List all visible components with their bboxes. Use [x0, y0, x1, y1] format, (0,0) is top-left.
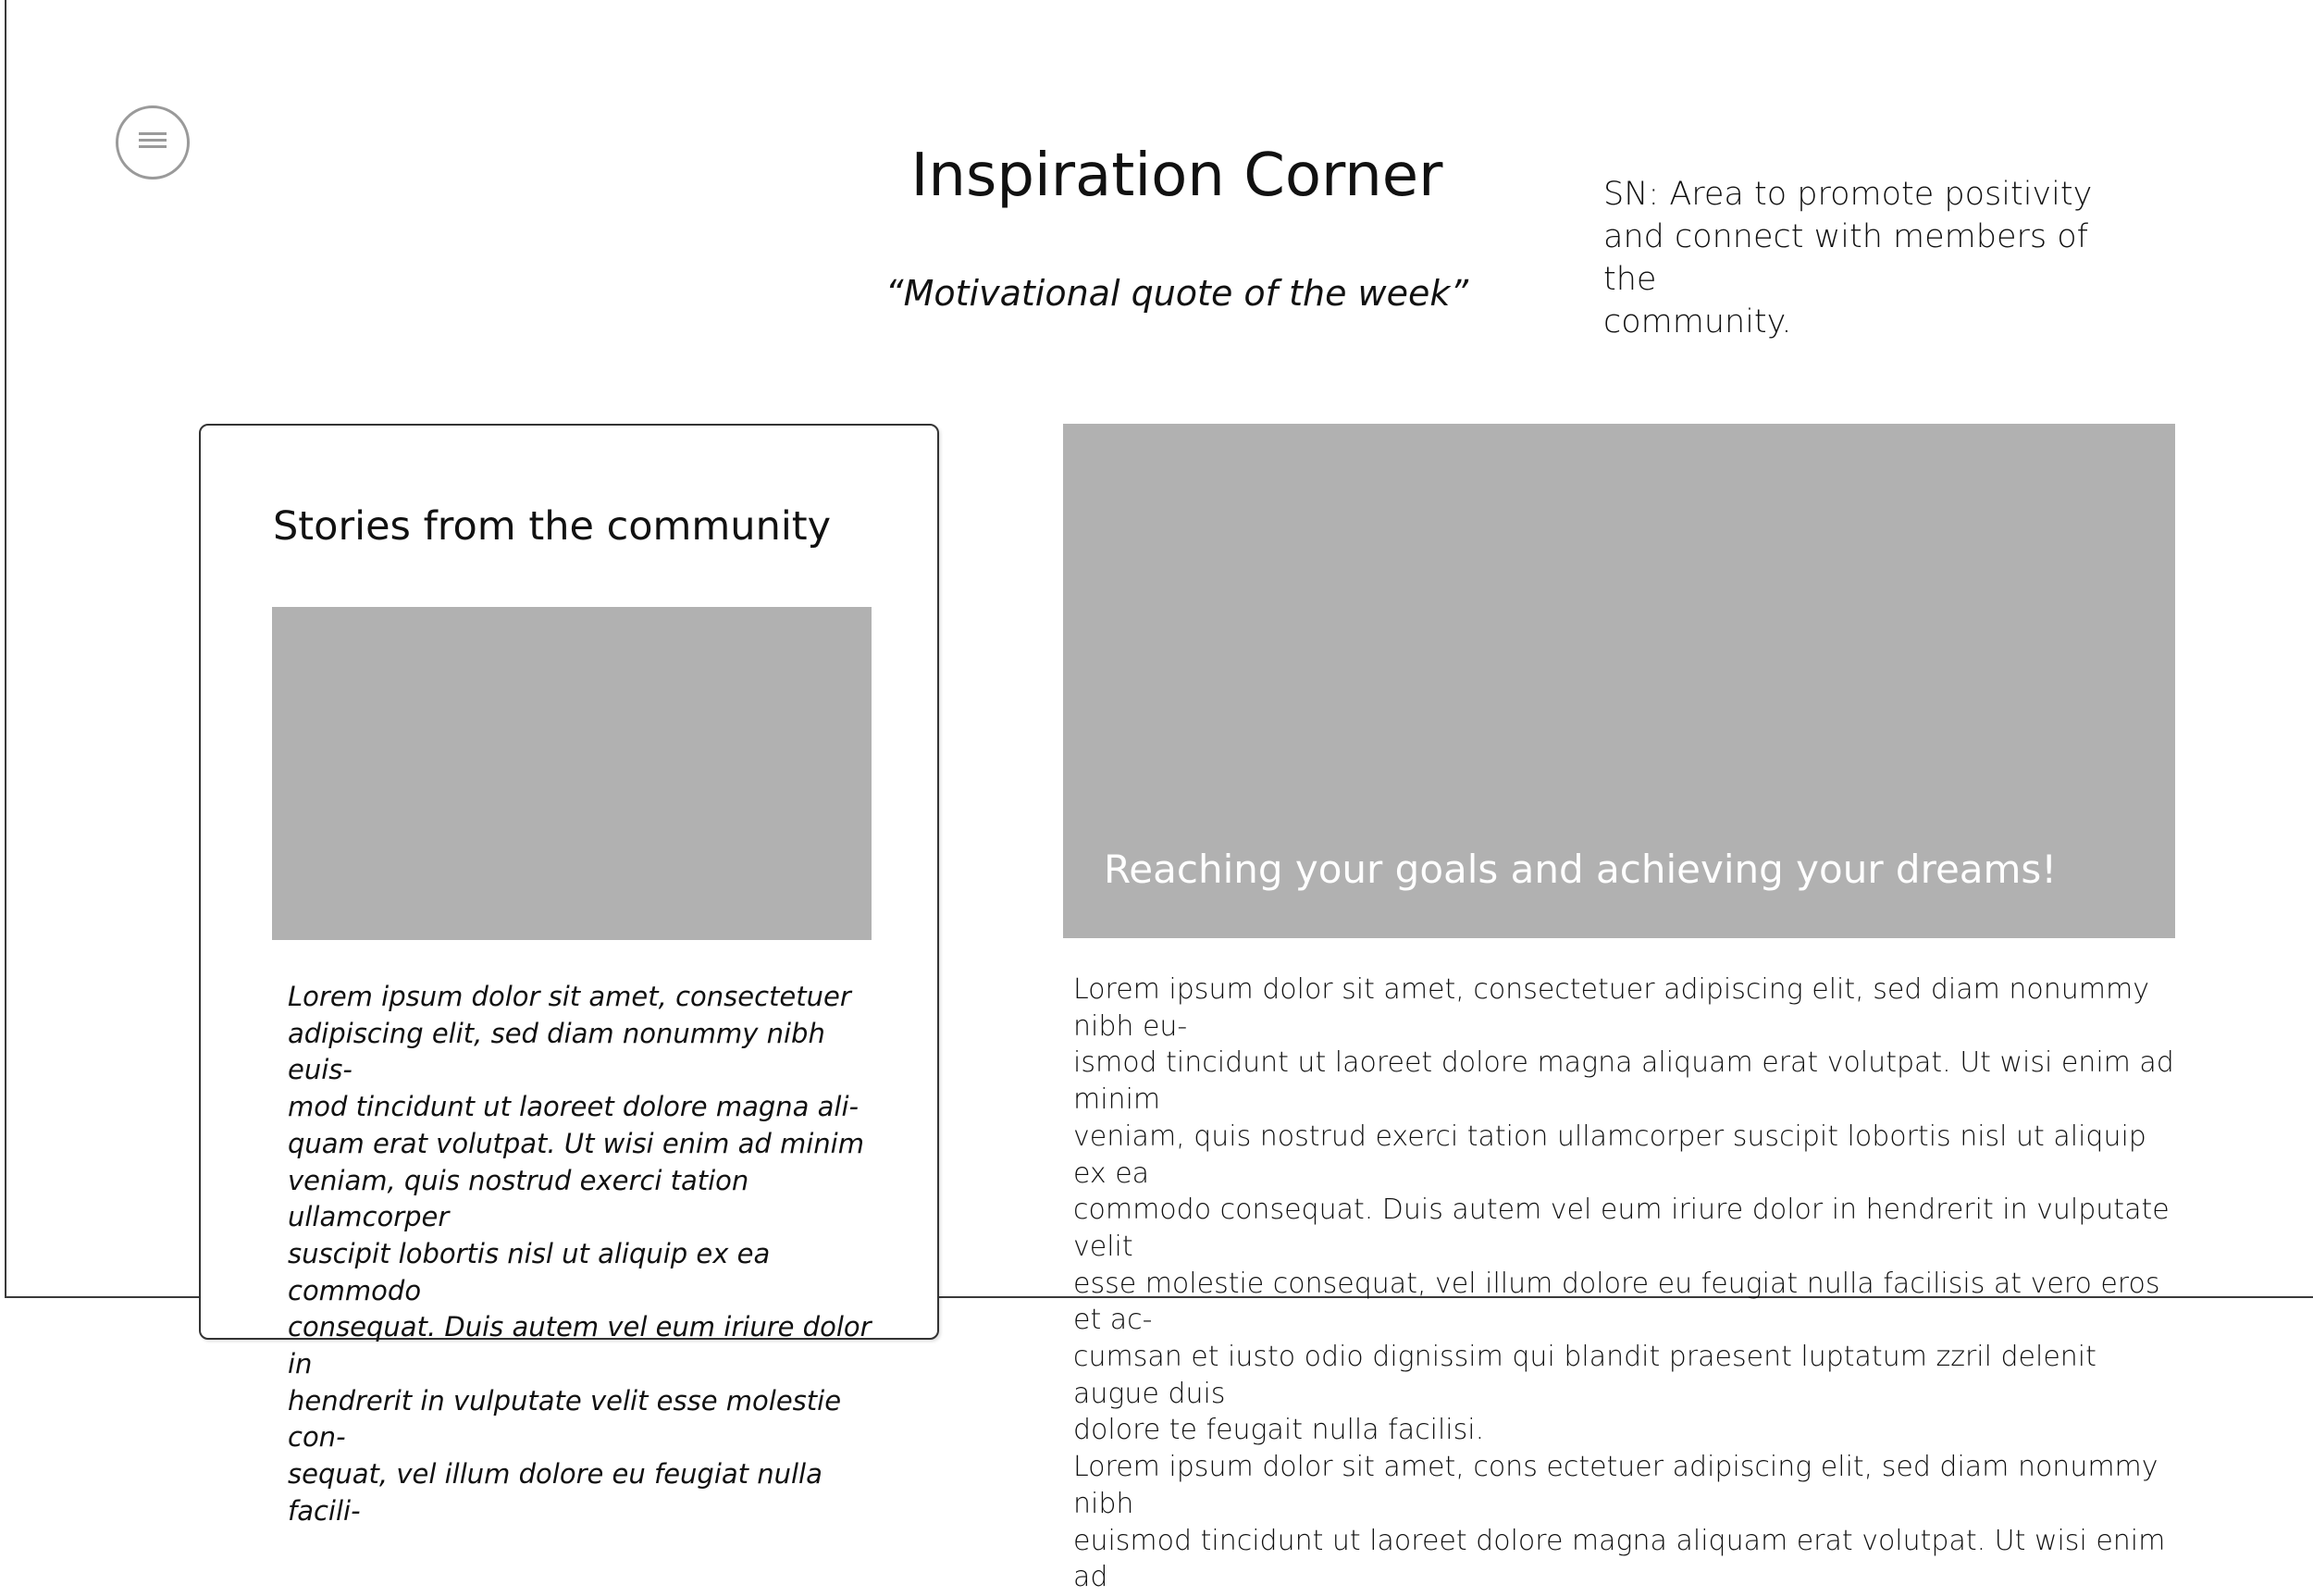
page-title: Inspiration Corner	[910, 142, 1443, 210]
feature-article-text: Lorem ipsum dolor sit amet, consectetuer adipiscing elit, sed diam nonummy nibh eu- ismod tincidunt ut laoreet dolore magna aliquam erat volutpat. Ut wisi enim ad minim veniam, quis nostrud exerci tation ullamcorper suscipit lobortis nisl ut aliquip ex ea commodo consequat. Duis autem vel eum iriure dolor in hendrerit in vulputate velit esse molestie consequat, vel illum dolore eu feugiat nulla facilisis at vero eros et ac- cumsan et iusto odio dignissim qui blandit praesent luptatum zzril delenit augue duis dolore te feugait nulla facilisi. Lorem ipsum dolor sit amet, cons ectetuer adipiscing elit, sed diam nonummy nibh euismod tincidunt ut laoreet dolore magna aliquam erat volutpat. Ut wisi enim ad	[1073, 973, 2174, 1594]
story-image-placeholder	[272, 607, 872, 940]
feature-hero-image	[1063, 424, 2175, 938]
hero-caption: Reaching your goals and achieving your dreams!	[1104, 847, 2058, 892]
page-frame	[5, 0, 2313, 1594]
stories-card	[199, 424, 939, 1527]
side-note: SN: Area to promote positivity and connect with members of the community.	[1603, 176, 2093, 340]
story-text: Lorem ipsum dolor sit amet, consectetuer adipiscing elit, sed diam nonummy nibh euis- mod tincidunt ut laoreet dolore magna ali- quam erat volutpat. Ut wisi enim ad minim veniam, quis nostrud exerci tation ullamcorper suscipit lobortis nisl ut aliquip ex ea commodo consequat. Duis autem vel eum iriure dolor in hendrerit in vulputate velit esse molestie con- sequat, vel illum dolore eu feugiat nulla facili-	[288, 981, 872, 1527]
stories-title: Stories from the community	[273, 503, 832, 550]
weekly-quote: “Motivational quote of the week”	[884, 273, 1469, 314]
menu-button[interactable]	[116, 105, 190, 179]
hamburger-menu-icon	[139, 130, 167, 155]
